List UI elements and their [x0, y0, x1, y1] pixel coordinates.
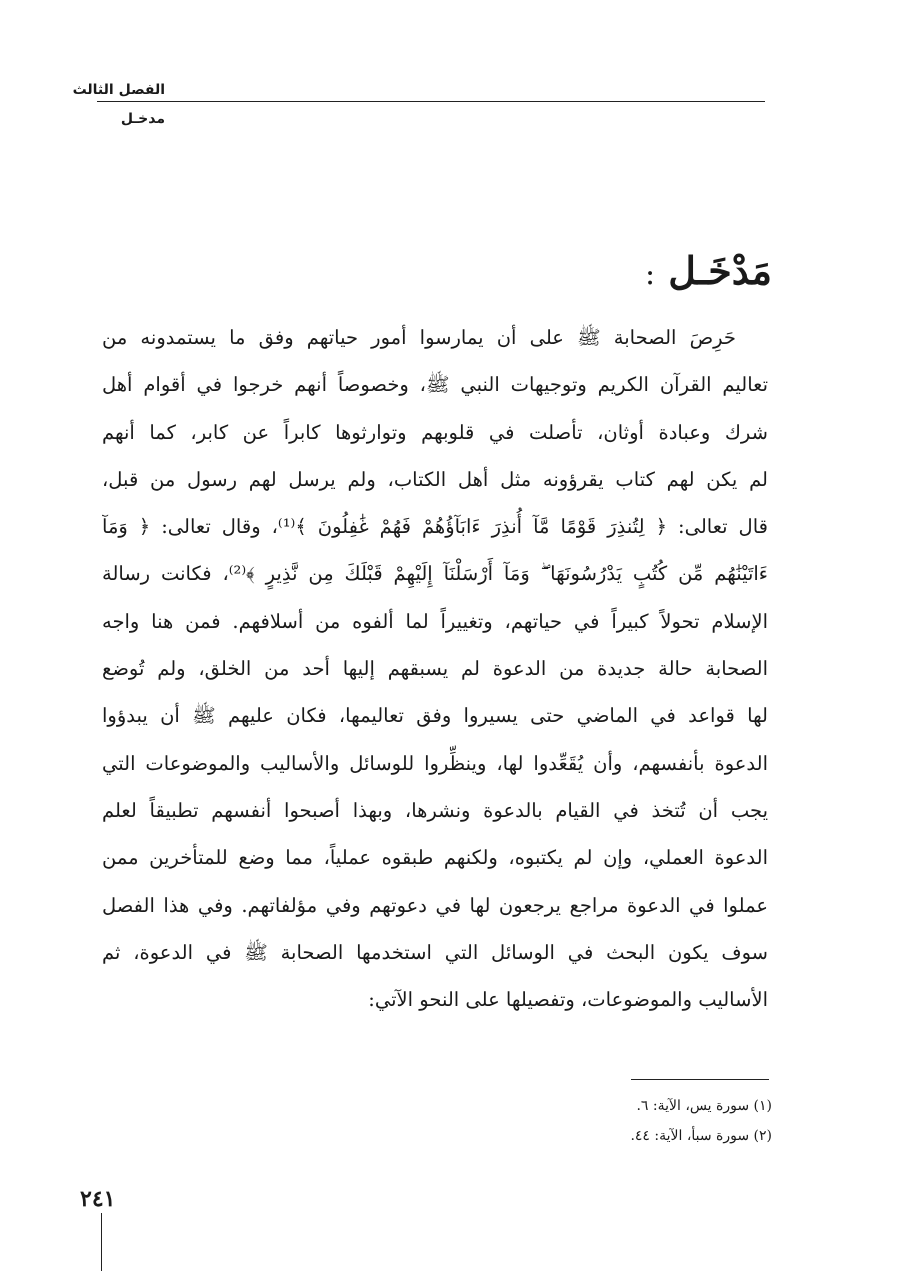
body-line: تعاليم القرآن الكريم وتوجيهات النبي ﷺ، وخصوصاً أنهم خرجوا في أقوام أهل	[102, 373, 768, 397]
body-text	[102, 314, 768, 1023]
footnote-rule	[631, 1079, 769, 1080]
body-line: حَرِصَ الصحابة ﷺ على أن يمارسوا أمور حياتهم وفق ما يستمدونه من	[102, 326, 736, 349]
margin-rule	[101, 1213, 102, 1271]
footnote-2: (٢) سورة سبأ، الآية: ٤٤.	[630, 1128, 772, 1144]
body-line: عملوا في الدعوة مراجع يرجعون لها في دعوتهم وفي مؤلفاتهم. وفي هذا الفصل	[102, 893, 768, 917]
body-line: ءَاتَيْنَٰهُم مِّن كُتُبٍ يَدْرُسُونَهَا ۖ وَمَآ أَرْسَلْنَآ إِلَيْهِمْ قَبْلَكَ مِن نَّذِيرٍ ﴾⁽²⁾، فكانت رسالة	[102, 562, 768, 586]
body-line: الدعوة بأنفسهم، وأن يُقَعِّدوا لها، وينظِّروا للوسائل والأساليب والموضوعات التي	[102, 751, 768, 775]
body-line: الإسلام تحولاً كبيراً في حياتهم، وتغييراً لما ألفوه من أسلافهم. فمن هنا واجه	[102, 609, 768, 633]
body-line: سوف يكون البحث في الوسائل التي استخدمها الصحابة ﷺ في الدعوة، ثم	[102, 940, 768, 964]
body-line: لها قواعد في الماضي حتى يسيروا وفق تعاليمها، فكان عليهم ﷺ أن يبدؤوا	[102, 704, 768, 728]
footnote-1: (١) سورة يس، الآية: ٦.	[636, 1098, 772, 1114]
body-line: لم يكن لهم كتاب يقرؤونه مثل أهل الكتاب، ولم يرسل لهم رسول من قبل،	[102, 467, 768, 491]
body-line: الصحابة حالة جديدة من الدعوة لم يسبقهم إليها أحد من الخلق، ولم تُوضع	[102, 657, 768, 681]
body-line: الدعوة العملي، وإن لم يكتبوه، ولكنهم طبقوه عملياً، مما وضع للمتأخرين ممن	[102, 846, 768, 870]
body-line: الأساليب والموضوعات، وتفصيلها على النحو الآتي:	[368, 988, 768, 1012]
section-title	[645, 248, 772, 293]
running-header-section: مدخـل	[120, 111, 165, 127]
section-title-text: مَدْخَـل	[668, 248, 772, 293]
section-title-colon: :	[644, 257, 656, 292]
body-line: شرك وعبادة أوثان، تأصلت في قلوبهم وتوارثوها كابراً عن كابر، كما أنهم	[102, 420, 768, 444]
running-header-chapter: الفصل الثالث	[72, 82, 165, 98]
page-number: ٢٤١	[80, 1186, 116, 1212]
header-rule	[97, 101, 765, 102]
body-line: يجب أن تُتخذ في القيام بالدعوة ونشرها، وبهذا أصبحوا أنفسهم تطبيقاً لعلم	[102, 798, 768, 822]
body-line: قال تعالى: ﴿ لِتُنذِرَ قَوْمًا مَّآ أُنذِرَ ءَابَآؤُهُمْ فَهُمْ غَٰفِلُونَ ﴾⁽¹⁾، وقال تعالى: ﴿ وَمَآ	[102, 515, 768, 539]
